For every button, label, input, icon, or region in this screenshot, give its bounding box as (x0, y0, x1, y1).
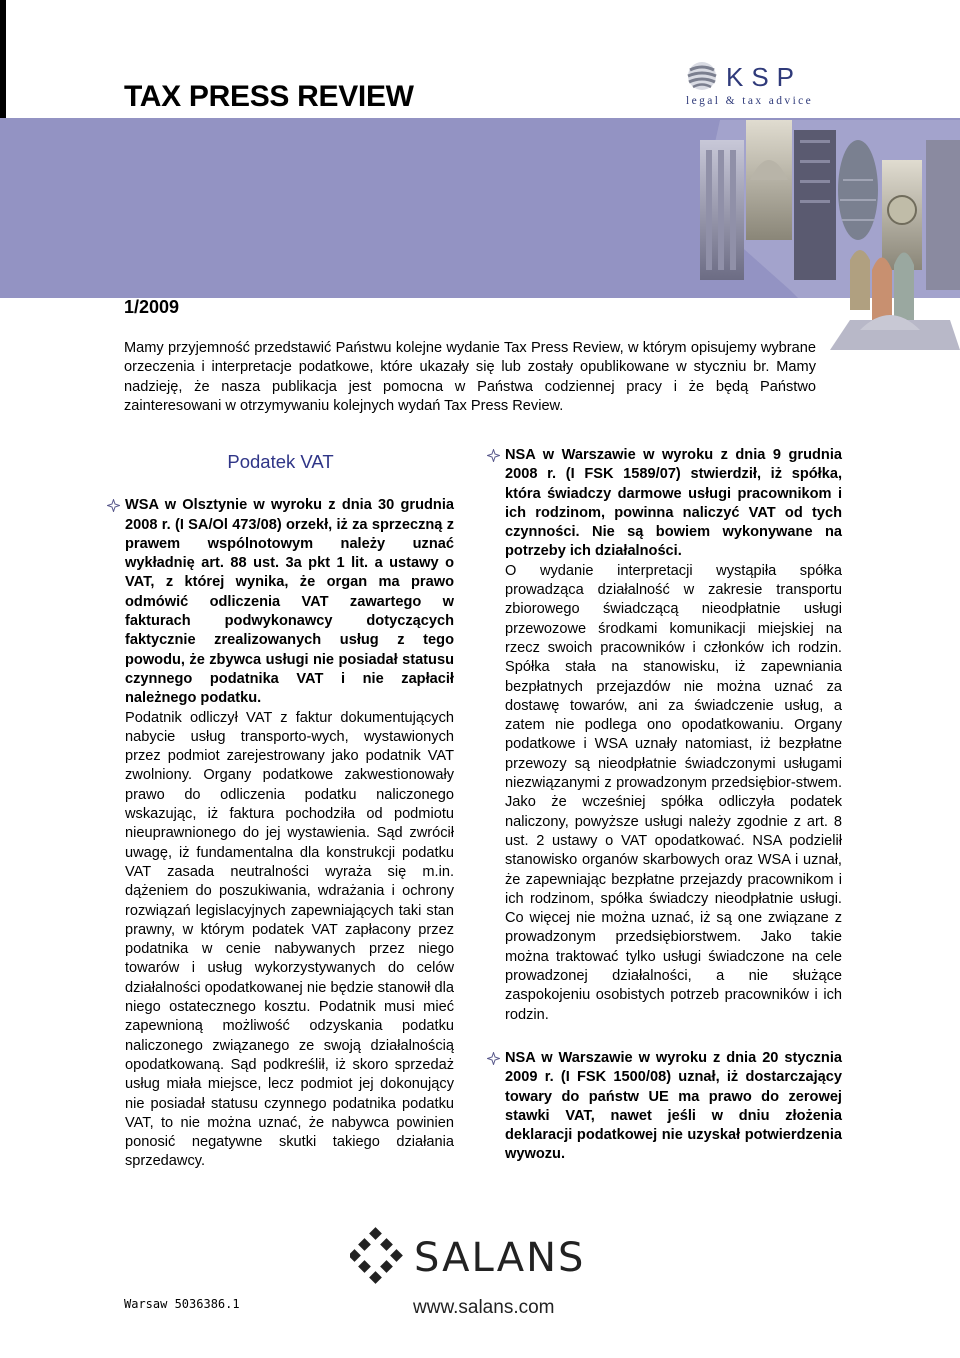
ruling-headline: NSA w Warszawie w wyroku z dnia 20 stycznia 2009 r. (I FSK 1500/08) uznał, iż dostarczający towary do państw UE ma prawo do zerowej stawki VAT, nawet jeśli w dniu złożenia deklaracji podatkowej nie uzyskał potwierdzenia wywozu. (505, 1049, 842, 1163)
section-heading-vat: Podatek VAT (227, 451, 334, 472)
diamond-bullet-icon (487, 449, 500, 462)
ruling-headline: NSA w Warszawie w wyroku z dnia 9 grudnia 2008 r. (I FSK 1589/07) stwierdził, iż spółka, która świadczy darmowe usługi pracownikom i ich rodzinom, powinna naliczyć VAT od tych czynności. Nie są bowiem wykonywane na potrzeby ich działalności. (505, 447, 842, 560)
diamond-bullet-icon (107, 499, 120, 512)
ruling-headline: WSA w Olsztynie w wyroku z dnia 30 grudnia 2008 r. (I SA/Ol 473/08) orzekł, iż za sprzeczną z prawem wspólnotowym należy uznać wykładnię art. 88 ust. 3a pkt 1 lit. a ustawy o VAT, z której wynika, że organ ma prawo odmówić odliczenia VAT zawartego w fakturach podwykonawcy dotyczących faktycznie zrealizowanych usług z tego powodu, że zbywca usługi nie posiadał statusu czynnego podatnika VAT i nie zapłacił należnego podatku. (125, 497, 454, 707)
ksp-name: KSP (726, 62, 803, 92)
ksp-tagline: legal & tax advice (686, 95, 814, 107)
salans-diamond-icon (350, 1227, 403, 1284)
ksp-globe-icon (688, 62, 716, 90)
architecture-collage-image (660, 120, 960, 360)
salans-name: SALANS (414, 1235, 586, 1281)
ruling-item (107, 496, 454, 1171)
right-column (487, 446, 842, 1165)
salans-url: www.salans.com (413, 1297, 555, 1318)
ruling-item (487, 1049, 842, 1165)
intro-paragraph: Mamy przyjemność przedstawić Państwu kolejne wydanie Tax Press Review, w którym opisujemy wybrane orzeczenia i interpretacje podatkowe, które ukazały się lub zostały opublikowane w styczniu br. Mamy nadzieję, że nasza publikacja jest pomocna w Państwa codziennej pracy i że będą Państwo zainteresowani w otrzymywaniu kolejnych wydań Tax Press Review. (124, 340, 816, 414)
page-title: TAX PRESS REVIEW (124, 80, 414, 113)
item-spacer (487, 1025, 842, 1049)
left-column (107, 446, 454, 1172)
issue-number: 1/2009 (124, 297, 180, 317)
salans-logo (350, 1225, 620, 1285)
ruling-item (487, 446, 842, 1025)
left-black-bar (0, 0, 6, 118)
ruling-body: O wydanie interpretacji wystąpiła spółka prowadząca działalność w zakresie transportu zbiorowego świadczącą nieodpłatnie usługi przewozowe środkami komunikacji miejskiej na rzecz swoich pracowników i członków ich rodzin. Spółka stała na stanowisku, iż zapewniania bezpłatnych przejazdów nie można uznać za dostawę towarów, ani za świadczenie usług, a zatem nie podlega ono opodatkowaniu. Organy podatkowe i WSA uznały natomiast, iż bezpłatne przewozy są nieodpłatnie świadczonymi usługami niezwiązanymi z prowadzonym przedsiębior-stwem. Jako że wcześniej spółka odliczyła podatek naliczony, powyższe usługi należy zgodnie z art. 8 ust. 2 ustawy o VAT opodatkować. NSA podzielił stanowisko organów skarbowych oraz WSA i uznał, że zapewniając bezpłatne przejazdy pracownikom i ich rodzinom, spółka świadczy nieodpłatnie usługi. Co więcej nie można uznać, iż są one związane z prowadzonym przedsiębiorstwem. Jako takie można traktować tylko usługi świadczone na cele prowadzonej działalności, a nie służące zaspokojeniu osobistych potrzeb pracowników i ich rodzin. (505, 562, 842, 1023)
ksp-logo (686, 60, 836, 110)
diamond-bullet-icon (487, 1052, 500, 1065)
ruling-body: Podatnik odliczył VAT z faktur dokumentujących nabycie usług transporto-wych, wystawionych przez podmiot zarejestrowany jako podatnik VAT zwolniony. Organy podatkowe zakwestionowały prawo do odliczenia podatku naliczonego wskazując, iż faktura pochodziła od podmiotu nieuprawnionego do jej wystawienia. Sąd zwrócił uwagę, iż fundamentalna dla konstrukcji podatku VAT zasada neutralności wyraża się m.in. dążeniem do poszukiwania, wdrażania i ochrony rozwiązań legislacyjnych zapewniających taki stan prawny, w którym podatek VAT zapłacony przez podatnika w cenie nabywanych przez niego towarów i usług wykorzystywanych do celów działalności opodatkowanej nie będzie stanowił dla niego ostatecznego kosztu. Podatnik musi mieć zapewnioną możliwość odzyskania podatku naliczonego związanego ze swoją działalnością opodatkowaną. Sąd podkreślił, iż skoro sprzedaż usług miała miejsce, lecz podmiot jej dokonujący nie posiadał statusu czynnego podatnika podatku VAT, to nie można uznać, że nabywca powinien ponosić negatywne skutki takiego działania sprzedawcy. (125, 709, 454, 1170)
document-id: Warsaw 5036386.1 (124, 1297, 240, 1311)
